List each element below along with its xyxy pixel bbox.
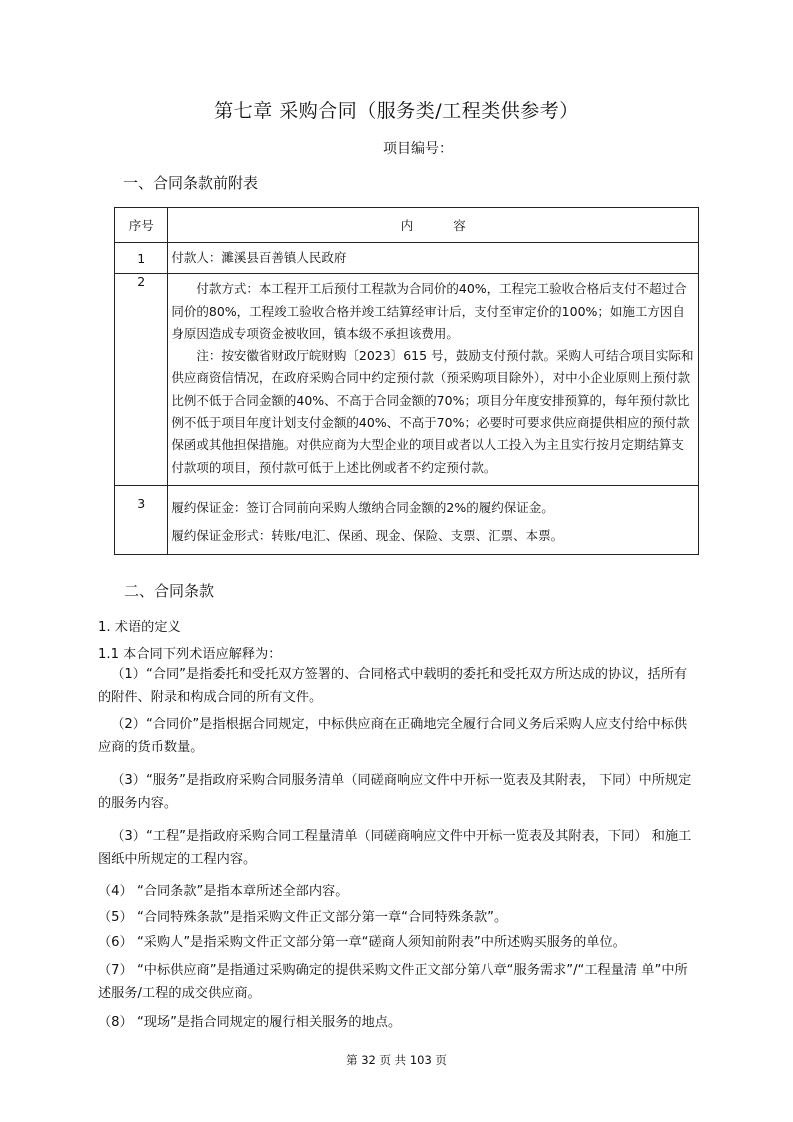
table-header-row — [115, 208, 699, 243]
section-heading-terms: 二、合同条款 — [124, 582, 215, 600]
row-number: 1 — [115, 243, 168, 274]
clause-heading: 1. 术语的定义 — [98, 620, 181, 635]
page-footer: 第 32 页 共 103 页 — [346, 1053, 447, 1067]
table-cell-text: 履约保证金：签订合同前向采购人缴纳合同金额的2%的履约保证金。 — [171, 499, 554, 515]
definition-paragraph: （3）“工程”是指政府采购合同工程量清单（同磋商响应文件中开标一览表及其附表，下同） 和施工图纸中所规定的工程内容。 — [98, 829, 692, 867]
column-header-no: 序号 — [115, 208, 168, 243]
table-row — [115, 485, 699, 554]
definition-paragraph: （1）“合同”是指委托和受托双方签署的、合同格式中载明的委托和受托双方所达成的协议，括所有的附件、附录和构成合同的所有文件。 — [98, 667, 688, 705]
column-header-content: 内容 — [168, 208, 699, 243]
table-cell-text: 注：按安徽省财政厅皖财购〔2023〕615 号，鼓励支付预付款。采购人可结合项目实际和供应商资信情况，在政府采购合同中约定预付款（预采购项目除外），对中小企业原则上预付款比例不低于合同金额的40%、不高于合同金额的70%；项目分年度安排预算的，每年预付款比例不低于项目年度计划支付金额的40%、不高于70%；必要时可要求供应商提供相应的预付款保函或其他担保措施。对供应商为大型企业的项目或者以人工投入为主且实行按月定期结算支付款项的项目，预付款可低于上述比例或者不约定预付款。 — [171, 348, 694, 475]
row-number: 3 — [115, 485, 168, 554]
definition-paragraph: （5） “合同特殊条款”是指采购文件正文部分第一章“合同特殊条款”。 — [98, 910, 508, 925]
definition-paragraph: （2）“合同价”是指根据合同规定，中标供应商在正确地完全履行合同义务后采购人应支付给中标供应商的货币数量。 — [98, 717, 688, 755]
project-number-label: 项目编号： — [383, 141, 453, 157]
table-row — [115, 274, 699, 486]
clause-subheading: 1.1 本合同下列术语应解释为： — [98, 647, 282, 662]
section-heading-appendix: 一、合同条款前附表 — [123, 174, 259, 192]
contract-appendix-table — [114, 207, 699, 555]
definition-paragraph: （3）“服务”是指政府采购合同服务清单（同磋商响应文件中开标一览表及其附表， 下同）中所规定的服务内容。 — [98, 773, 692, 811]
definition-paragraph: （4） “合同条款”是指本章所述全部内容。 — [98, 884, 349, 899]
table-cell-text: 付款方式：本工程开工后预付工程款为合同价的40%，工程完工验收合格后支付不超过合同价的80%，工程竣工验收合格并竣工结算经审计后，支付至审定价的100%；如施工方因自身原因造成专项资金被收回，镇本级不承担该费用。 — [171, 281, 687, 341]
definition-paragraph: （6） “采购人”是指采购文件正文部分第一章“磋商人须知前附表”中所述购买服务的单位。 — [98, 935, 626, 950]
table-cell-text: 付款人：濉溪县百善镇人民政府 — [171, 250, 347, 265]
table-cell-text: 履约保证金形式：转账/电汇、保函、现金、保险、支票、汇票、本票。 — [171, 527, 564, 543]
row-number: 2 — [115, 274, 168, 486]
table-row — [115, 243, 699, 274]
definition-paragraph: （8） “现场”是指合同规定的履行相关服务的地点。 — [98, 1015, 402, 1030]
definition-paragraph: （7） “中标供应商”是指通过采购确定的提供采购文件正文部分第八章“服务需求”/“工程量清 单”中所述服务/工程的成交供应商。 — [98, 963, 688, 1001]
chapter-title: 第七章 采购合同（服务类/工程类供参考） — [214, 100, 579, 122]
